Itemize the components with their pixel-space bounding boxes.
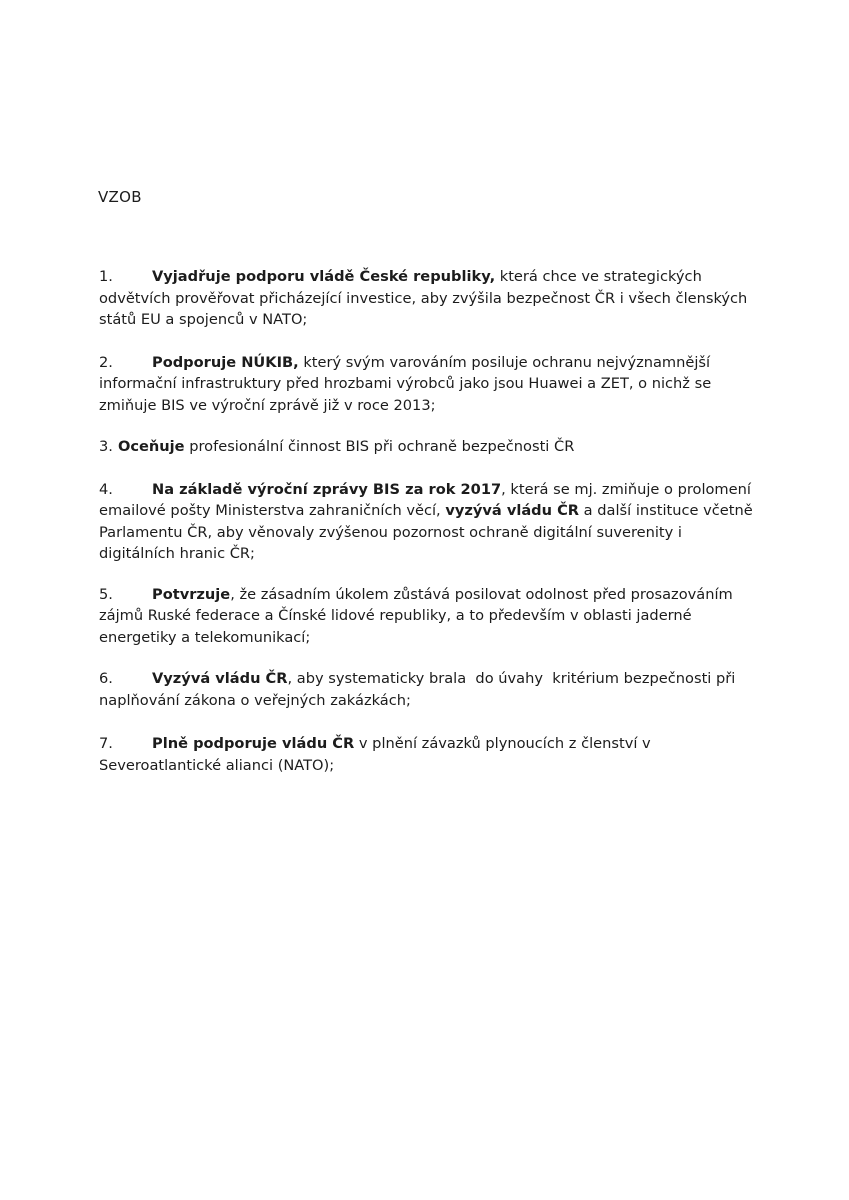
item-6-rest: , aby systematicky brala do úvahy kritérium bezpečnosti při: [287, 670, 736, 687]
item-7-line-1: [99, 733, 759, 755]
item-7-bold: Plně podporuje vládu ČR: [152, 735, 355, 752]
item-5-line-1: [99, 584, 759, 606]
resolution-item-6: [99, 668, 759, 711]
resolution-list: [99, 266, 759, 797]
item-3-number: 3.: [99, 438, 113, 455]
item-4-line-2-pre: emailové pošty Ministerstva zahraničních věcí,: [99, 502, 446, 519]
item-4-line-2: [99, 500, 759, 522]
item-4-rest: , která se mj. zmiňuje o prolomení: [501, 480, 751, 498]
item-7-rest: v plnění závazků plynoucích z členství v: [354, 735, 651, 752]
resolution-item-7: [99, 733, 759, 776]
item-1-bold: Vyjadřuje podporu vládě České republiky,: [152, 268, 496, 285]
resolution-item-3: [99, 436, 759, 458]
item-2-rest: který svým varováním posiluje ochranu nejvýznamnější: [298, 353, 711, 371]
item-2-bold: Podporuje NÚKIB,: [152, 353, 299, 371]
item-2-line-2: informační infrastruktury před hrozbami výrobců jako jsou Huawei a ZET, o nichž se: [99, 375, 712, 392]
item-6-line-1: [99, 668, 759, 690]
item-2-line-1: [99, 352, 759, 374]
item-3-line-1: [99, 436, 759, 458]
item-7-number: 7.: [99, 735, 113, 752]
resolution-item-4: [99, 479, 759, 565]
item-3-rest: profesionální činnost BIS při ochraně bezpečnosti ČR: [184, 438, 575, 455]
item-1-line-2: odvětvích prověřovat přicházející investice, aby zvýšila bezpečnost ČR i všech členských: [99, 289, 748, 307]
item-5-line-3: energetiky a telekomunikací;: [99, 628, 311, 646]
item-1-number: 1.: [99, 268, 113, 285]
item-6-bold: Vyzývá vládu ČR: [152, 670, 288, 687]
item-7-line-2: Severoatlantické alianci (NATO);: [99, 756, 335, 774]
document-heading: VZOB: [98, 188, 142, 206]
item-5-number: 5.: [99, 585, 113, 603]
item-6-number: 6.: [99, 670, 113, 687]
item-4-number: 4.: [99, 480, 113, 498]
item-1-rest: která chce ve strategických: [495, 268, 702, 285]
item-5-bold: Potvrzuje: [152, 585, 231, 603]
item-4-line-4: digitálních hranic ČR;: [99, 545, 255, 562]
item-6-line-2: naplňování zákona o veřejných zakázkách;: [99, 691, 411, 709]
item-5-line-2: zájmů Ruské federace a Čínské lidové republiky, a to především v oblasti jaderné: [99, 607, 692, 624]
item-4-line-1: [99, 479, 759, 501]
resolution-item-1: [99, 266, 759, 331]
item-2-number: 2.: [99, 353, 113, 371]
item-4-line-2-bold: vyzývá vládu ČR: [445, 502, 580, 519]
item-1-line-3: států EU a spojenců v NATO;: [99, 311, 308, 328]
item-2-line-3: zmiňuje BIS ve výroční zprávě již v roce 2013;: [99, 396, 436, 414]
resolution-item-2: [99, 352, 759, 417]
item-1-line-1: [99, 266, 759, 288]
item-4-line-3: Parlamentu ČR, aby věnovaly zvýšenou pozornost ochraně digitální suverenity i: [99, 523, 682, 541]
resolution-item-5: [99, 584, 759, 649]
item-5-rest: , že zásadním úkolem zůstává posilovat odolnost před prosazováním: [230, 585, 733, 603]
item-4-line-2-post: a další instituce včetně: [579, 502, 753, 519]
item-3-bold: Oceňuje: [117, 438, 185, 455]
item-4-bold: Na základě výroční zprávy BIS za rok 2017: [152, 480, 502, 498]
